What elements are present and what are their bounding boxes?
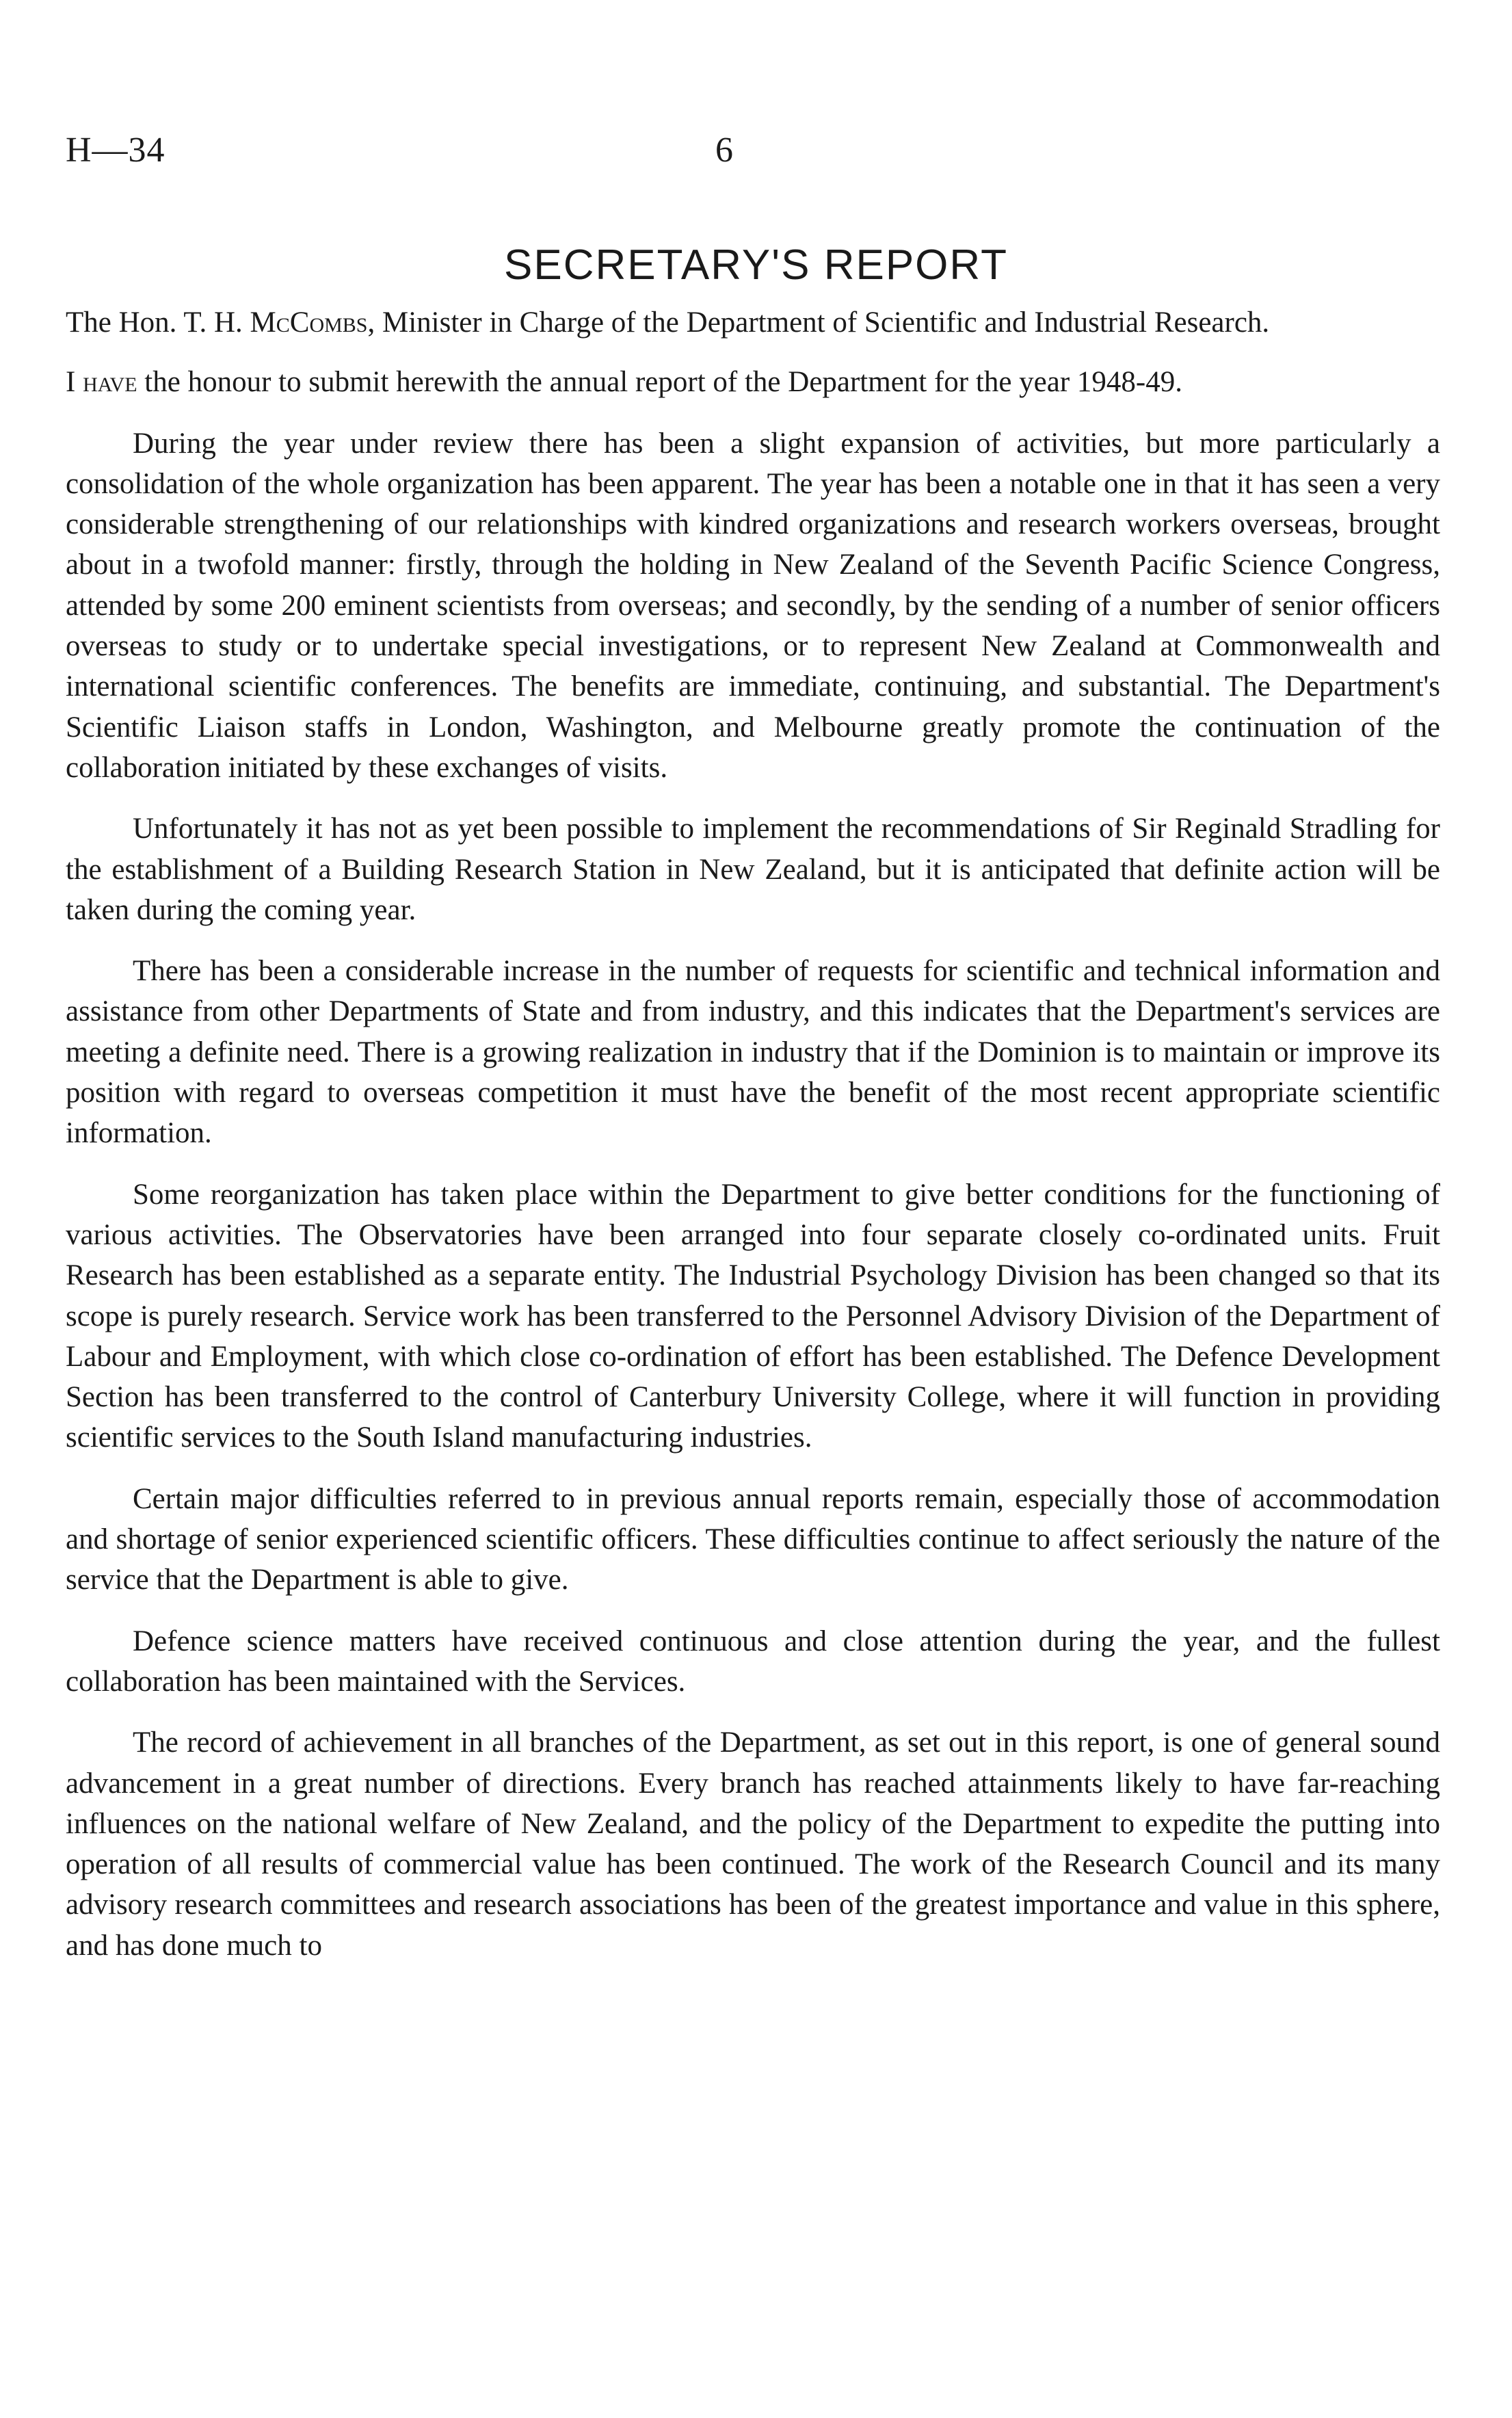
addressee-prefix: The Hon. T. H.	[66, 306, 250, 339]
document-code: H—34	[66, 131, 165, 170]
report-body	[66, 302, 1440, 1966]
paragraph-difficulties: Certain major difficulties referred to in previous annual reports remain, especially those of accommodation and shortage of senior experienced scientific officers. These difficulties continue to affect seriously the nature of the service that the Department is able to give.	[66, 1482, 1440, 1596]
page-number: 6	[715, 131, 733, 170]
opening-lead: I have	[66, 366, 137, 399]
paragraph-defence-science: Defence science matters have received continuous and close attention during the year, and the fullest collaboration has been maintained with the Services.	[66, 1625, 1440, 1698]
paragraph-information-requests: There has been a considerable increase in the number of requests for scientific and technical information and assistance from other Departments of State and from industry, and this indicates that the Department's services are meeting a definite need. There is a growing realization in industry that if the Dominion is to maintain or improve its position with regard to overseas competition it must have the benefit of the most recent appropriate scientific information.	[66, 955, 1440, 1150]
opening-text: the honour to submit herewith the annual report of the Department for the year 1948-49.	[137, 366, 1182, 399]
addressee-line	[66, 302, 1440, 343]
paragraph-building-research: Unfortunately it has not as yet been possible to implement the recommendations of Sir Reginald Stradling for the establishment of a Building Research Station in New Zealand, but it is anticipated that definite action will be taken during the coming year.	[66, 813, 1440, 926]
addressee-name-initial: M	[250, 306, 276, 339]
paragraph-achievement: The record of achievement in all branches of the Department, as set out in this report, is one of general sound advancement in a great number of directions. Every branch has reached attainments likely to have far-reaching influences on the national welfare of New Zealand, and the policy of the Department to expedite the putting into operation of all results of commercial value has been continued. The work of the Research Council and its many advisory research committees and research associations has been of the greatest importance and value in this sphere, and has done much to	[66, 1726, 1440, 1962]
addressee-name-small-caps: cCombs	[276, 306, 368, 339]
report-title: SECRETARY'S REPORT	[504, 241, 1008, 289]
paragraph-activities: During the year under review there has been a slight expansion of activities, but more particularly a consolidation of the whole organization has been apparent. The year has been a notable one in that it has seen a very considerable strengthening of our relationships with kindred organizations and research workers overseas, brought about in a twofold manner: firstly, through the holding in New Zealand of the Seventh Pacific Science Congress, attended by some 200 eminent scientists from overseas; and secondly, by the sending of a number of senior officers overseas to study or to undertake special investigations, or to represent New Zealand at Commonwealth and international scientific conferences. The benefits are immediate, continuing, and substantial. The Department's Scientific Liaison staffs in London, Washington, and Melbourne greatly promote the continuation of the collaboration initiated by these exchanges of visits.	[66, 427, 1440, 784]
paragraph-reorganization: Some reorganization has taken place within the Department to give better conditions for the functioning of various activities. The Observatories have been arranged into four separate closely co-ordinated units. Fruit Research has been established as a separate entity. The Industrial Psychology Division has been changed so that its scope is purely research. Service work has been transferred to the Personnel Advisory Division of the Department of Labour and Employment, with which close co-ordination of effort has been established. The Defence Development Section has been transferred to the control of Canterbury University College, where it will function in providing scientific services to the South Island manufacturing industries.	[66, 1178, 1440, 1454]
addressee-title: , Minister in Charge of the Department of Scientific and Industrial Research.	[367, 306, 1270, 339]
opening-paragraph	[66, 362, 1440, 402]
